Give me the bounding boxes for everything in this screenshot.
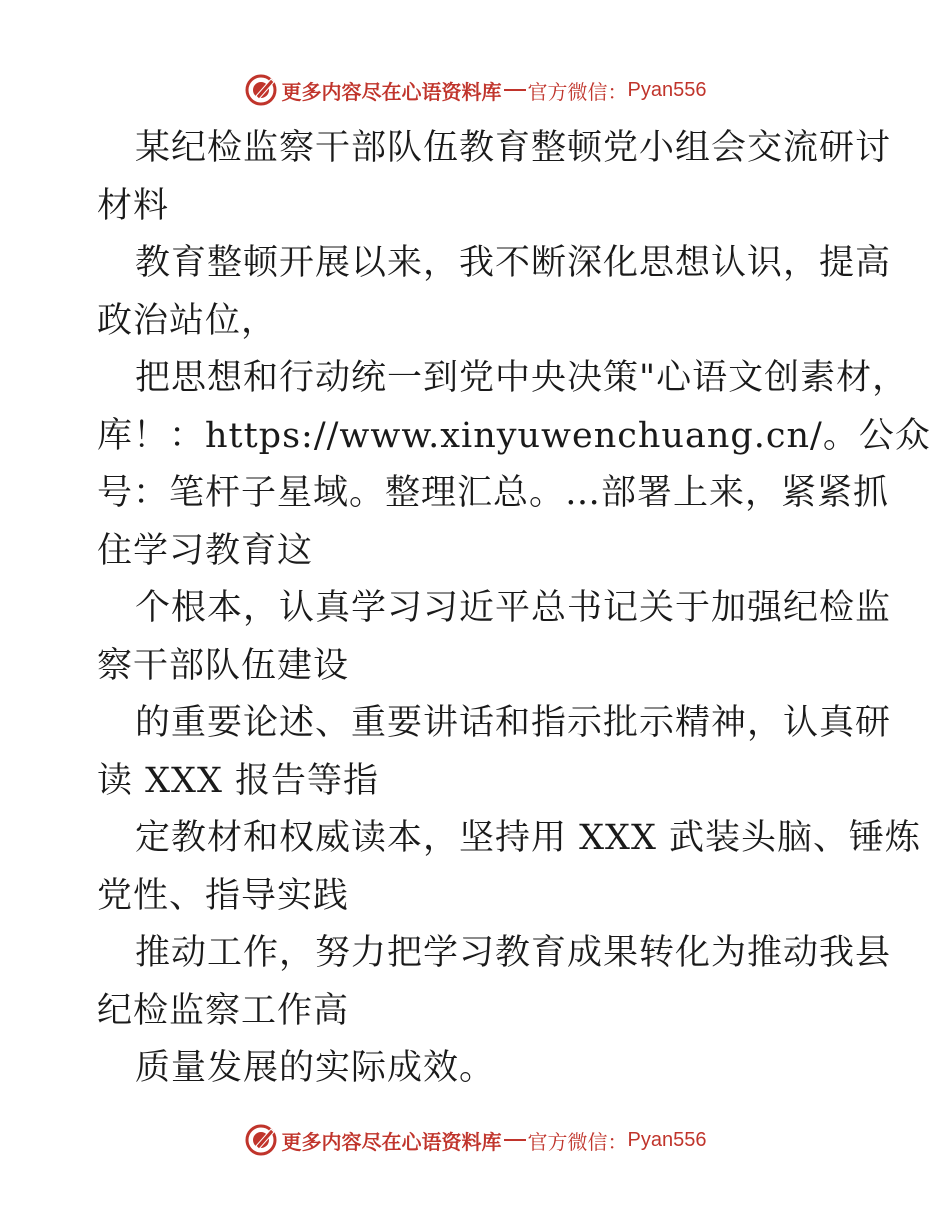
paragraph-line: 党性、指导实践 <box>97 875 350 916</box>
paragraph-line: 的重要论述、重要讲话和指示批示精神，认真研 <box>135 703 892 743</box>
paragraph-line: 把思想和行动统一到党中央决策"心语文创素材， <box>135 358 909 398</box>
banner-brand-text: 更多内容尽在心语资料库 <box>281 1129 502 1154</box>
banner-official-label: 官方微信： <box>527 79 628 104</box>
paragraph-line: 号：笔杆子星域。整理汇总。…部署上来，紧紧抓 <box>97 473 890 513</box>
banner-wechat-id: Pyan556 <box>627 1128 707 1151</box>
banner-wechat-id: Pyan556 <box>627 78 707 101</box>
paragraph-line: 定教材和权威读本，坚持用 XXX 武装头脑、锤炼 <box>135 818 922 858</box>
paragraph-line: 察干部队伍建设 <box>97 645 350 686</box>
paragraph-line: 政治站位， <box>97 300 278 341</box>
paragraph-line: 推动工作，努力把学习教育成果转化为推动我县 <box>135 933 892 973</box>
paragraph-line: 读 XXX 报告等指 <box>97 760 380 801</box>
red-pen-circle-logo-icon <box>244 73 278 107</box>
document-title-line-1: 某纪检监察干部队伍教育整顿党小组会交流研讨 <box>135 128 892 168</box>
paragraph-line: 质量发展的实际成效。 <box>135 1048 496 1088</box>
document-title-line-2: 材料 <box>97 185 170 226</box>
header-banner <box>0 70 950 110</box>
banner-dash <box>504 1139 526 1141</box>
paragraph-line: 个根本，认真学习习近平总书记关于加强纪检监 <box>135 588 892 628</box>
banner-brand-text: 更多内容尽在心语资料库 <box>281 79 502 104</box>
paragraph-line: 库！：https://www.xinyuwenchuang.cn/。公众 <box>97 415 931 456</box>
paragraph-line: 教育整顿开展以来，我不断深化思想认识，提高 <box>135 243 892 283</box>
banner-official-label: 官方微信： <box>527 1129 628 1154</box>
document-body <box>97 120 931 1098</box>
paragraph-line: 纪检监察工作高 <box>97 990 350 1031</box>
footer-banner <box>0 1120 950 1160</box>
paragraph-line: 住学习教育这 <box>97 530 314 571</box>
banner-dash <box>504 89 526 91</box>
red-pen-circle-logo-icon <box>244 1123 278 1157</box>
